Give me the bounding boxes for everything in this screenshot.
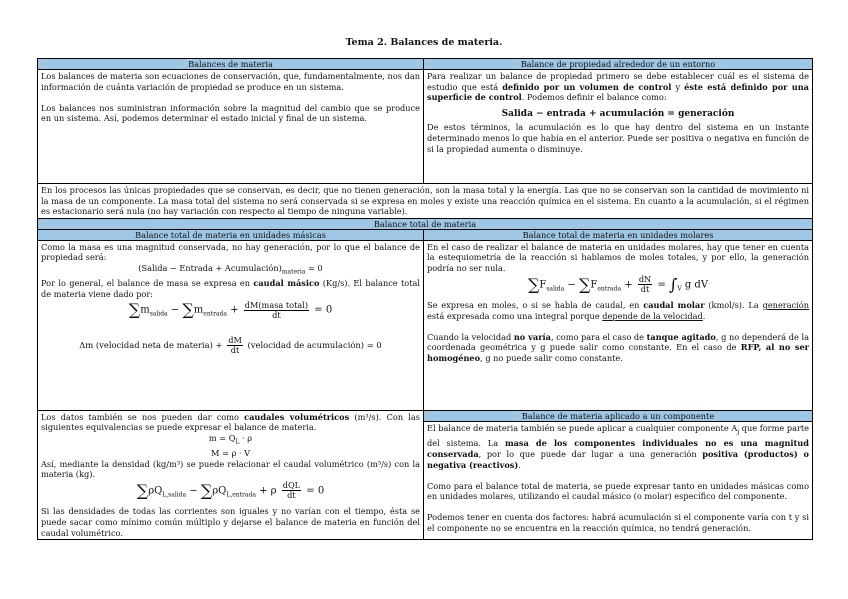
header-balance-propiedad: Balance de propiedad alrededor de un entorno bbox=[424, 59, 813, 70]
paragraph: De estos términos, la acumulación es lo que hay dentro del sistema en un instante determinado menos lo que había en el anterior. Puede ser positiva o negativa en función de si la propiedad aumenta o disminuye. bbox=[427, 122, 809, 154]
equation-balance-molar: $\sum F_{salida} - \sum F_{entrada}$ + $\frac{dN}{dt}$ = $\int_V$ g dV bbox=[527, 274, 709, 295]
equation-caudal-volumetrico: $\sum\rho Q_{L,salida} - \sum\rho Q_{L,entrada} + \rho$ $\frac{\text{dQL}}{dt}$ = 0 bbox=[136, 480, 325, 501]
header-componente: Balance de materia aplicado a un componente bbox=[424, 410, 813, 421]
cell-balance-propiedad bbox=[424, 70, 813, 184]
header-balance-total: Balance total de materia bbox=[38, 218, 813, 229]
paragraph: Por lo general, el balance de masa se expresa en caudal másico (Kg/s). El balance total de materia viene dado por: bbox=[41, 278, 420, 299]
paragraph: En el caso de realizar el balance de materia en unidades molares, hay que tener en cuenta la estequiometría de la reacción si hablamos de moles totales, y por ello, la generación podría no ser nula. bbox=[427, 241, 809, 273]
equation-M: M = ρ · V bbox=[211, 448, 250, 459]
cell-caudales-volumetricos bbox=[38, 410, 424, 539]
header-unidades-masicas: Balance total de materia en unidades másicas bbox=[38, 229, 424, 240]
paragraph: Si las densidades de todas las corrientes son iguales y no varían con el tiempo, ésta se puede sacar como mínimo común múltiplo y dejarse el balance de materia en función del caudal volumétrico. bbox=[41, 506, 420, 538]
cell-componente bbox=[424, 422, 813, 540]
paragraph: Cuando la velocidad no varía, como para el caso de tanque agitado, g no dependerá de la coordenada geométrica y g puede salir como constante. En el caso de RFP, al no ser homogéneo, g no puede salir como constante. bbox=[427, 331, 809, 363]
cell-conservation-note bbox=[38, 184, 813, 219]
paragraph: Podemos tener en cuenta dos factores: habrá acumulación si el componente varía con t y si el componente no se encuentra en la reacción química, no tendrá generación. bbox=[427, 512, 809, 534]
paragraph: Los datos también se nos pueden dar como caudales volumétricos (m³/s). Con las siguientes equivalencias se puede expresar el balance de materia. bbox=[41, 411, 420, 433]
paragraph: Los balances nos suministran información sobre la magnitud del cambio que se produce en un sistema. Así, podemos determinar el estado inicial y final de un sistema. bbox=[41, 102, 420, 124]
paragraph: Para realizar un balance de propiedad primero se debe establecer cuál es el sistema de estudio que está definido por un volumen de control y éste está definido por una superficie de control. Podemos definir el balance como: bbox=[427, 71, 809, 103]
paragraph: En los procesos las únicas propiedades que se conservan, es decir, que no tienen generación, son la masa total y la energía. Las que no se conservan son la cantidad de movimiento ni la masa de un componente. La masa total del sistema no será conservada si se expresa en moles y existe una reacción química en el sistema. En cuanto a la acumulación, si el régimen es estacionario será nula (no hay variación con respecto al tiempo de ninguna variable). bbox=[41, 185, 809, 217]
paragraph: Así, mediante la densidad (kg/m³) se puede relacionar el caudal volumétrico (m³/s) con la materia (kg). bbox=[41, 458, 420, 480]
equation-m: $m = Q_L \cdot \rho$ bbox=[208, 432, 253, 446]
page-title: Tema 2. Balances de materia. bbox=[345, 37, 503, 48]
equation-balance-masa: $\sum m_{salida} - \sum m_{entrada}$ + $\frac{\text{dM(masa total)}}{dt}$ = 0 bbox=[128, 299, 333, 320]
cell-unidades-molares bbox=[424, 240, 813, 410]
paragraph: Como la masa es una magnitud conservada, no hay generación, por lo que el balance de propiedad será: bbox=[41, 241, 420, 263]
header-balances-materia: Balances de materia bbox=[38, 59, 424, 70]
paragraph: Como para el balance total de materia, se puede expresar tanto en unidades másicas como en unidades molares, utilizando el caudal másico (o molar) específico del componente. bbox=[427, 480, 809, 502]
header-unidades-molares: Balance total de materia en unidades molares bbox=[424, 229, 813, 240]
paragraph: Los balances de materia son ecuaciones de conservación, que, fundamentalmente, nos dan información de cuánta variación de propiedad se produce en un sistema. bbox=[41, 71, 420, 92]
cell-balances-materia bbox=[38, 70, 424, 184]
balance-equation: Salida − entrada + acumulación = generación bbox=[501, 108, 735, 119]
equation-velocidad-neta: Δm (velocidad neta de materia) + $\frac{dM}{dt}$ (velocidad de acumulación) = 0 bbox=[79, 334, 382, 355]
summary-table bbox=[37, 58, 813, 540]
paragraph: El balance de materia también se puede aplicar a cualquier componente $A_j$ que forme parte del sistema. La masa de los componentes individuales no es una magnitud conservada, por lo que puede dar lugar a una generación positiva (productos) o negativa (reactivos). bbox=[427, 423, 809, 470]
equation-balance-propiedad: (Salida − Entrada + $Acumulación)_{materia} = 0$ bbox=[138, 262, 323, 276]
paragraph: Se expresa en moles, o si se habla de caudal, en caudal molar (kmol/s). La generación está expresada como una integral porque depende de la velocidad. bbox=[427, 300, 809, 321]
cell-unidades-masicas bbox=[38, 240, 424, 410]
